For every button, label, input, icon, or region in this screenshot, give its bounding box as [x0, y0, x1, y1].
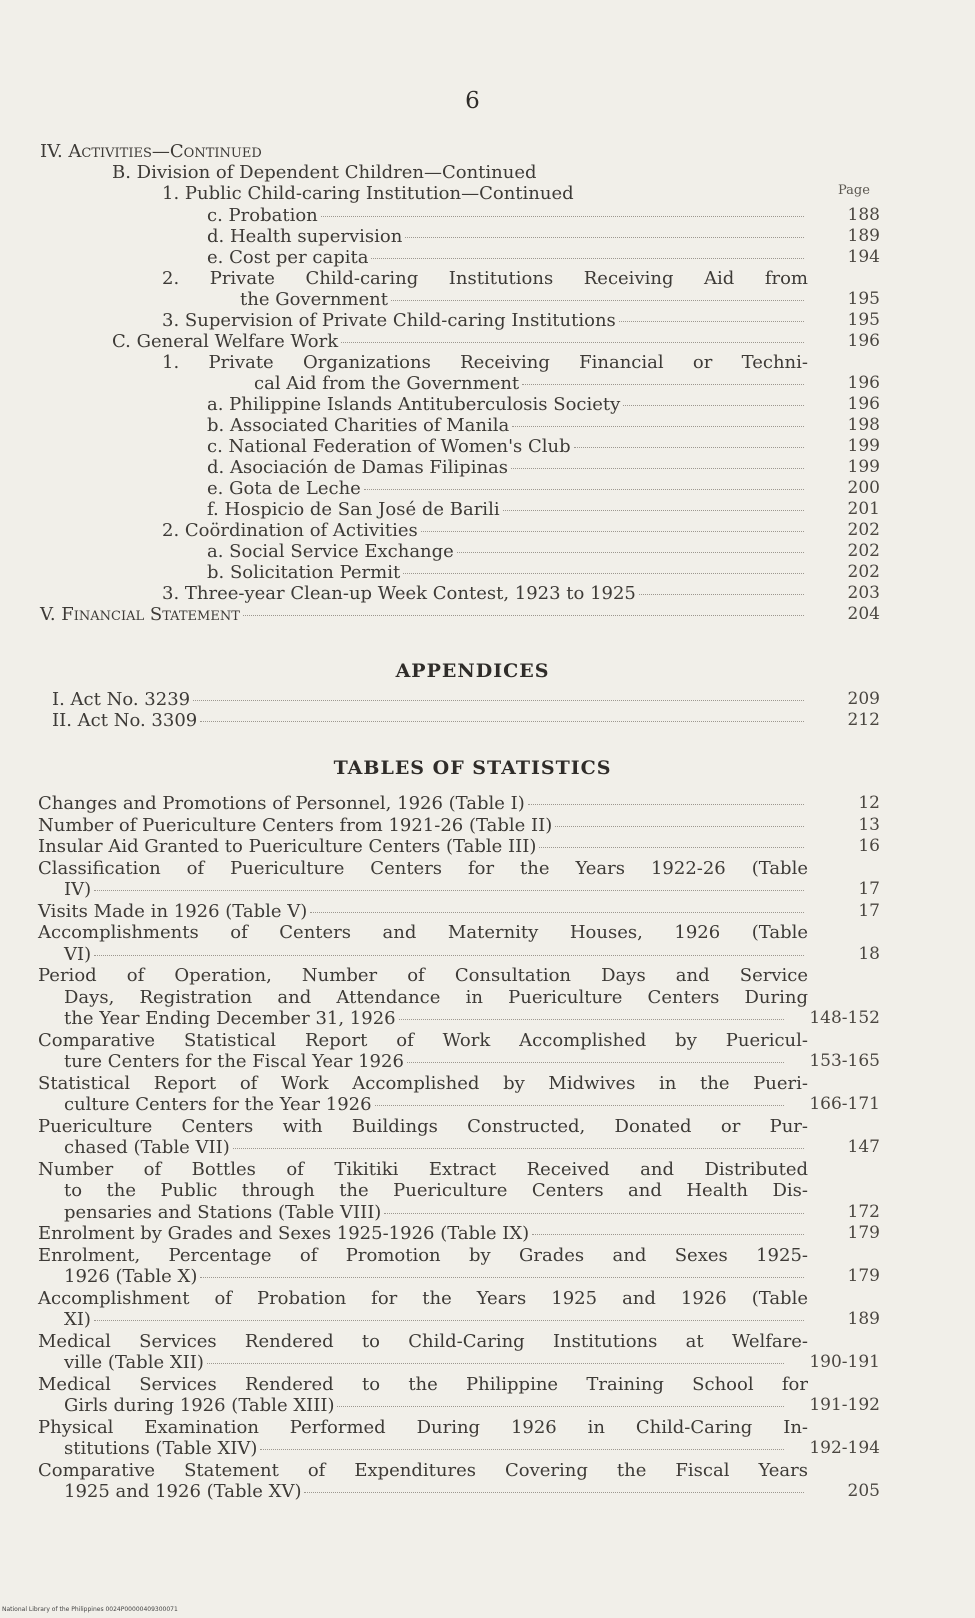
toc-entry	[207, 247, 808, 268]
page-ref: 212	[847, 710, 880, 730]
entry-text: C. General Welfare Work	[112, 331, 339, 352]
entry-text: II. Act No. 3309	[52, 710, 198, 731]
page-ref: 196	[847, 373, 880, 393]
dot-leader	[403, 573, 804, 574]
entry-text: f. Hospicio de San José de Barili	[207, 499, 500, 520]
page-ref: 17	[858, 879, 880, 899]
entry-text: e. Cost per capita	[207, 247, 369, 268]
page-ref: 202	[847, 562, 880, 582]
dot-leader	[384, 1213, 804, 1214]
dot-leader	[243, 615, 804, 616]
dot-leader	[371, 258, 804, 259]
page-ref: 196	[847, 331, 880, 351]
entry-text: IV. Activities—Continued	[40, 141, 262, 162]
dot-leader	[193, 700, 804, 701]
dot-leader	[337, 1406, 784, 1407]
dot-leader	[511, 468, 804, 469]
dot-leader	[532, 1234, 804, 1235]
table-entry-text: Puericulture Centers with Buildings Constructed, Donated or Pur-	[38, 1115, 808, 1137]
table-entry-text: Comparative Statement of Expenditures Covering the Fiscal Years	[38, 1459, 808, 1481]
page-ref: 166-171	[809, 1094, 880, 1114]
dot-leader	[94, 1320, 804, 1321]
toc-entry	[207, 457, 808, 478]
table-entry	[38, 1223, 808, 1244]
appendices-heading: APPENDICES	[395, 660, 550, 682]
dot-leader	[639, 594, 804, 595]
dot-leader	[375, 1105, 784, 1106]
dot-leader	[539, 847, 804, 848]
dot-leader	[391, 300, 804, 301]
page-ref: 195	[847, 289, 880, 309]
toc-entry	[207, 394, 808, 415]
toc-entry	[207, 478, 808, 499]
dot-leader	[200, 1277, 804, 1278]
page-ref: 188	[847, 205, 880, 225]
table-entry-text: Number of Bottles of Tikitiki Extract Received and Distributed	[38, 1158, 808, 1180]
entry-text: pensaries and Stations (Table VIII)	[64, 1201, 382, 1223]
dot-leader	[94, 890, 804, 891]
page-ref: 203	[847, 583, 880, 603]
table-entry	[64, 1094, 788, 1115]
dot-leader	[421, 531, 804, 532]
page-ref: 199	[847, 457, 880, 477]
dot-leader	[200, 721, 804, 722]
table-entry-text: Comparative Statistical Report of Work Accomplished by Puericul-	[38, 1029, 808, 1051]
entry-text: the Year Ending December 31, 1926	[64, 1008, 396, 1029]
entry-text: c. National Federation of Women's Club	[207, 436, 571, 457]
entry-text: a. Philippine Islands Antituberculosis Society	[207, 394, 621, 415]
toc-entry	[207, 436, 808, 457]
entry-text: 1926 (Table X)	[64, 1266, 198, 1287]
page-ref: 179	[847, 1266, 880, 1286]
table-entry	[64, 944, 808, 965]
toc-entry	[162, 183, 700, 204]
entry-text: the Government	[240, 289, 388, 310]
table-entry-text: Enrolment, Percentage of Promotion by Grades and Sexes 1925-	[38, 1244, 808, 1266]
table-entry-text: Statistical Report of Work Accomplished by Midwives in the Pueri-	[38, 1072, 808, 1094]
page-ref: 189	[847, 226, 880, 246]
dot-leader	[260, 1449, 784, 1450]
toc-entry	[40, 604, 808, 625]
page-ref: 17	[858, 900, 880, 921]
entry-text: Girls during 1926 (Table XIII)	[64, 1395, 335, 1416]
entry-text: b. Solicitation Permit	[207, 562, 401, 583]
page-column-label: Page	[838, 183, 870, 198]
page-ref: 16	[858, 836, 880, 856]
entry-text: e. Gota de Leche	[207, 478, 361, 499]
toc-entry-text: 1. Private Organizations Receiving Financial or Techni-	[162, 352, 808, 373]
entry-text: 3. Supervision of Private Child-caring Institutions	[162, 310, 616, 331]
page-ref: 201	[847, 499, 880, 519]
dot-leader	[94, 955, 804, 956]
entry-text: Number of Puericulture Centers from 1921-26 (Table II)	[38, 814, 553, 836]
dot-leader	[321, 216, 804, 217]
toc-entry	[240, 289, 808, 310]
appendix-entry	[52, 689, 808, 710]
page-ref: 18	[858, 943, 880, 964]
dot-leader	[407, 1062, 784, 1063]
table-entry	[64, 1352, 788, 1373]
entry-text: 1925 and 1926 (Table XV)	[64, 1481, 302, 1502]
page-ref: 194	[847, 247, 880, 267]
table-entry	[38, 793, 808, 814]
entry-text: V. Financial Statement	[40, 604, 240, 625]
entry-text: d. Health supervision	[207, 226, 403, 247]
entry-text: Insular Aid Granted to Puericulture Centers (Table III)	[38, 836, 537, 857]
page-ref: 192-194	[809, 1438, 880, 1458]
toc-entry	[207, 205, 808, 226]
toc-entry	[162, 310, 808, 331]
page-ref: 148-152	[809, 1008, 880, 1028]
page-ref: 172	[847, 1201, 880, 1222]
page-ref: 204	[847, 604, 880, 624]
dot-leader	[304, 1492, 804, 1493]
entry-text: culture Centers for the Year 1926	[64, 1094, 372, 1115]
table-entry-text: Medical Services Rendered to Child-Caring Institutions at Welfare-	[38, 1330, 808, 1352]
toc-entry	[207, 499, 808, 520]
entry-text: d. Asociación de Damas Filipinas	[207, 457, 509, 478]
entry-text: 1. Public Child-caring Institution—Continued	[162, 183, 574, 204]
table-entry	[38, 836, 808, 857]
entry-text: IV)	[64, 879, 92, 900]
entry-text: cal Aid from the Government	[254, 373, 520, 394]
toc-entry-text: 2. Private Child-caring Institutions Receiving Aid from	[162, 268, 808, 289]
entry-text: Changes and Promotions of Personnel, 1926 (Table I)	[38, 793, 525, 814]
table-entry-text: Accomplishment of Probation for the Years 1925 and 1926 (Table	[38, 1287, 808, 1309]
toc-entry	[207, 226, 808, 247]
page-ref: 153-165	[809, 1051, 880, 1071]
entry-text: 2. Coördination of Activities	[162, 520, 418, 541]
table-entry-text: Medical Services Rendered to the Philippine Training School for	[38, 1373, 808, 1395]
entry-text: ture Centers for the Fiscal Year 1926	[64, 1051, 404, 1072]
page-ref: 12	[858, 793, 880, 813]
table-entry	[64, 1481, 808, 1502]
entry-text: b. Associated Charities of Manila	[207, 415, 510, 436]
appendix-entry	[52, 710, 808, 731]
table-entry	[64, 1266, 808, 1287]
dot-leader	[528, 804, 804, 805]
page-ref: 179	[847, 1223, 880, 1243]
table-entry	[64, 879, 808, 900]
entry-text: Visits Made in 1926 (Table V)	[38, 900, 308, 922]
toc-entry	[112, 331, 808, 352]
toc-entry	[162, 520, 808, 541]
entry-text: stitutions (Table XIV)	[64, 1438, 258, 1459]
dot-leader	[405, 237, 804, 238]
page-ref: 205	[847, 1481, 880, 1501]
dot-leader	[619, 321, 804, 322]
toc-entry	[112, 162, 700, 183]
page-ref: 202	[847, 520, 880, 540]
dot-leader	[207, 1363, 784, 1364]
table-entry	[64, 1202, 808, 1223]
dot-leader	[399, 1019, 784, 1020]
page-number: 6	[465, 88, 480, 114]
page-ref: 191-192	[809, 1395, 880, 1415]
dot-leader	[623, 405, 804, 406]
dot-leader	[512, 426, 804, 427]
table-entry	[64, 1137, 808, 1158]
page-ref: 195	[847, 310, 880, 330]
entry-text: XI)	[64, 1309, 91, 1330]
entry-text: Enrolment by Grades and Sexes 1925-1926 (Table IX)	[38, 1223, 530, 1244]
dot-leader	[457, 552, 804, 553]
entry-text: ville (Table XII)	[64, 1352, 204, 1373]
table-entry-text: to the Public through the Puericulture Centers and Health Dis-	[64, 1180, 808, 1201]
tables-heading: TABLES OF STATISTICS	[333, 757, 612, 779]
table-entry	[64, 1051, 788, 1072]
dot-leader	[503, 510, 804, 511]
page-ref: 190-191	[809, 1352, 880, 1372]
dot-leader	[522, 384, 804, 385]
table-entry	[64, 1438, 788, 1459]
page-ref: 198	[847, 415, 880, 435]
toc-entry	[207, 541, 808, 562]
toc-entry	[40, 141, 700, 162]
toc-entry	[254, 373, 808, 394]
dot-leader	[341, 342, 804, 343]
page-ref: 202	[847, 541, 880, 561]
table-entry	[64, 1008, 788, 1029]
entry-text: B. Division of Dependent Children—Continued	[112, 162, 537, 183]
table-entry	[64, 1395, 788, 1416]
table-entry-text: Period of Operation, Number of Consultation Days and Service	[38, 965, 808, 986]
dot-leader	[574, 447, 804, 448]
table-entry	[38, 901, 808, 922]
table-entry-text: Accomplishments of Centers and Maternity Houses, 1926 (Table	[38, 922, 808, 943]
page-ref: 209	[847, 689, 880, 709]
dot-leader	[233, 1148, 804, 1149]
entry-text: 3. Three-year Clean-up Week Contest, 1923 to 1925	[162, 583, 636, 604]
table-entry	[38, 815, 808, 836]
dot-leader	[555, 826, 804, 827]
toc-entry	[162, 583, 808, 604]
dot-leader	[310, 912, 804, 913]
page-ref: 200	[847, 478, 880, 498]
entry-text: a. Social Service Exchange	[207, 541, 454, 562]
page-ref: 13	[858, 814, 880, 835]
entry-text: chased (Table VII)	[64, 1137, 230, 1158]
toc-entry	[207, 415, 808, 436]
entry-text: VI)	[64, 943, 92, 965]
table-entry	[64, 1309, 808, 1330]
page-ref: 147	[847, 1137, 880, 1157]
dot-leader	[364, 489, 804, 490]
table-entry-text: Days, Registration and Attendance in Puericulture Centers During	[64, 986, 808, 1008]
entry-text: I. Act No. 3239	[52, 689, 191, 710]
page-ref: 189	[847, 1309, 880, 1329]
toc-entry	[207, 562, 808, 583]
table-entry-text: Classification of Puericulture Centers for the Years 1922-26 (Table	[38, 857, 808, 879]
table-entry-text: Physical Examination Performed During 1926 in Child-Caring In-	[38, 1416, 808, 1438]
page-ref: 199	[847, 436, 880, 456]
footer-credit: National Library of the Philippines 0024P00000409300071	[2, 1606, 178, 1613]
page-ref: 196	[847, 394, 880, 414]
entry-text: c. Probation	[207, 205, 318, 226]
